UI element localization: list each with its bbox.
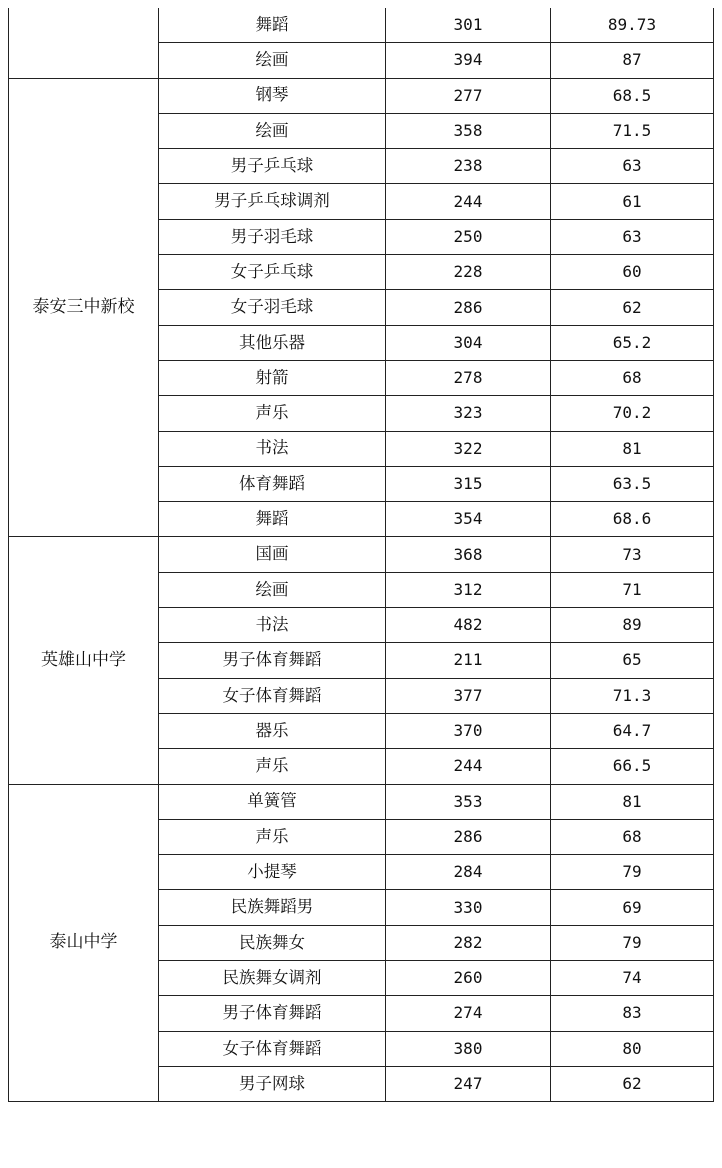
grade-cell: 71.3 xyxy=(551,678,714,713)
subject-cell: 器乐 xyxy=(159,713,386,748)
score-cell: 354 xyxy=(386,502,551,537)
grade-cell: 69 xyxy=(551,890,714,925)
score-cell: 323 xyxy=(386,396,551,431)
subject-cell: 体育舞蹈 xyxy=(159,466,386,501)
score-cell: 244 xyxy=(386,749,551,784)
admission-score-table xyxy=(8,8,713,1102)
subject-cell: 声乐 xyxy=(159,396,386,431)
score-cell: 247 xyxy=(386,1066,551,1101)
score-cell: 228 xyxy=(386,255,551,290)
subject-cell: 男子羽毛球 xyxy=(159,219,386,254)
score-cell: 330 xyxy=(386,890,551,925)
grade-cell: 63 xyxy=(551,149,714,184)
table-body xyxy=(9,8,714,1102)
subject-cell: 钢琴 xyxy=(159,78,386,113)
score-cell: 211 xyxy=(386,643,551,678)
grade-cell: 65.2 xyxy=(551,325,714,360)
subject-cell: 女子羽毛球 xyxy=(159,290,386,325)
subject-cell: 小提琴 xyxy=(159,855,386,890)
score-cell: 482 xyxy=(386,608,551,643)
grade-cell: 64.7 xyxy=(551,713,714,748)
subject-cell: 男子体育舞蹈 xyxy=(159,643,386,678)
score-cell: 315 xyxy=(386,466,551,501)
subject-cell: 声乐 xyxy=(159,819,386,854)
subject-cell: 民族舞女 xyxy=(159,925,386,960)
score-cell: 274 xyxy=(386,996,551,1031)
table-row xyxy=(9,537,714,572)
grade-cell: 89 xyxy=(551,608,714,643)
subject-cell: 书法 xyxy=(159,608,386,643)
score-cell: 277 xyxy=(386,78,551,113)
subject-cell: 单簧管 xyxy=(159,784,386,819)
subject-cell: 民族舞女调剂 xyxy=(159,961,386,996)
subject-cell: 国画 xyxy=(159,537,386,572)
grade-cell: 68.6 xyxy=(551,502,714,537)
school-name-cell: 泰山中学 xyxy=(9,784,159,1102)
subject-cell: 其他乐器 xyxy=(159,325,386,360)
grade-cell: 61 xyxy=(551,184,714,219)
grade-cell: 83 xyxy=(551,996,714,1031)
subject-cell: 女子乒乓球 xyxy=(159,255,386,290)
subject-cell: 绘画 xyxy=(159,43,386,78)
grade-cell: 68 xyxy=(551,819,714,854)
score-cell: 370 xyxy=(386,713,551,748)
score-cell: 377 xyxy=(386,678,551,713)
score-cell: 368 xyxy=(386,537,551,572)
score-table xyxy=(8,8,714,1102)
grade-cell: 74 xyxy=(551,961,714,996)
school-name-cell: 泰安三中新校 xyxy=(9,78,159,537)
grade-cell: 89.73 xyxy=(551,8,714,43)
grade-cell: 87 xyxy=(551,43,714,78)
table-row xyxy=(9,78,714,113)
subject-cell: 绘画 xyxy=(159,572,386,607)
subject-cell: 射箭 xyxy=(159,360,386,395)
subject-cell: 男子体育舞蹈 xyxy=(159,996,386,1031)
subject-cell: 绘画 xyxy=(159,113,386,148)
grade-cell: 71.5 xyxy=(551,113,714,148)
score-cell: 250 xyxy=(386,219,551,254)
grade-cell: 65 xyxy=(551,643,714,678)
subject-cell: 书法 xyxy=(159,431,386,466)
score-cell: 304 xyxy=(386,325,551,360)
grade-cell: 60 xyxy=(551,255,714,290)
grade-cell: 79 xyxy=(551,855,714,890)
grade-cell: 68 xyxy=(551,360,714,395)
score-cell: 286 xyxy=(386,819,551,854)
subject-cell: 民族舞蹈男 xyxy=(159,890,386,925)
school-name-cell: 英雄山中学 xyxy=(9,537,159,784)
score-cell: 244 xyxy=(386,184,551,219)
score-cell: 312 xyxy=(386,572,551,607)
score-cell: 282 xyxy=(386,925,551,960)
subject-cell: 舞蹈 xyxy=(159,8,386,43)
subject-cell: 声乐 xyxy=(159,749,386,784)
score-cell: 358 xyxy=(386,113,551,148)
score-cell: 278 xyxy=(386,360,551,395)
score-cell: 238 xyxy=(386,149,551,184)
subject-cell: 舞蹈 xyxy=(159,502,386,537)
table-row xyxy=(9,784,714,819)
subject-cell: 男子乒乓球 xyxy=(159,149,386,184)
score-cell: 394 xyxy=(386,43,551,78)
grade-cell: 71 xyxy=(551,572,714,607)
grade-cell: 81 xyxy=(551,431,714,466)
grade-cell: 70.2 xyxy=(551,396,714,431)
grade-cell: 79 xyxy=(551,925,714,960)
score-cell: 353 xyxy=(386,784,551,819)
school-name-cell xyxy=(9,8,159,78)
grade-cell: 73 xyxy=(551,537,714,572)
subject-cell: 女子体育舞蹈 xyxy=(159,678,386,713)
subject-cell: 男子网球 xyxy=(159,1066,386,1101)
score-cell: 322 xyxy=(386,431,551,466)
grade-cell: 62 xyxy=(551,1066,714,1101)
grade-cell: 63.5 xyxy=(551,466,714,501)
score-cell: 286 xyxy=(386,290,551,325)
subject-cell: 男子乒乓球调剂 xyxy=(159,184,386,219)
grade-cell: 81 xyxy=(551,784,714,819)
grade-cell: 63 xyxy=(551,219,714,254)
subject-cell: 女子体育舞蹈 xyxy=(159,1031,386,1066)
score-cell: 301 xyxy=(386,8,551,43)
grade-cell: 62 xyxy=(551,290,714,325)
grade-cell: 68.5 xyxy=(551,78,714,113)
score-cell: 380 xyxy=(386,1031,551,1066)
score-cell: 284 xyxy=(386,855,551,890)
grade-cell: 66.5 xyxy=(551,749,714,784)
grade-cell: 80 xyxy=(551,1031,714,1066)
table-row xyxy=(9,8,714,43)
score-cell: 260 xyxy=(386,961,551,996)
